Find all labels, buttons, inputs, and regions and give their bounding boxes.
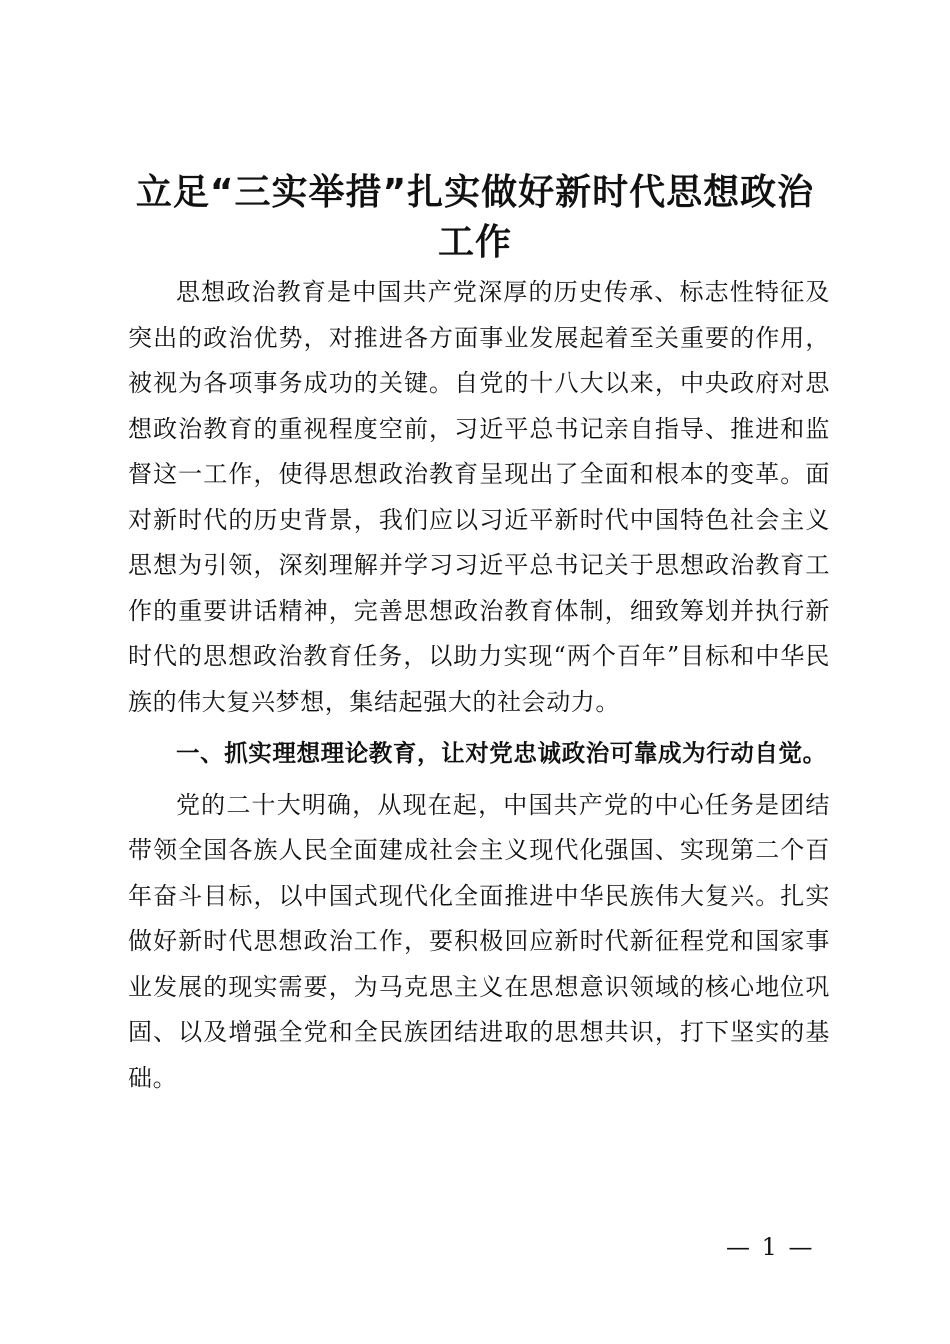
page-number: — 1 — <box>726 1233 815 1261</box>
section-paragraph: 党的二十大明确，从现在起，中国共产党的中心任务是团结带领全国各族人民全面建成社会主义现代化强国、实现第二个百年奋斗目标，以中国式现代化全面推进中华民族伟大复兴。扎实做好新时代思想政治工作，要积极回应新时代新征程党和国家事业发展的现实需要，为马克思主义在思想意识领域的核心地位巩固、以及增强全党和全民族团结进取的思想共识，打下坚实的基础。 <box>128 790 830 1092</box>
section-heading: 一、抓实理想理论教育，让对党忠诚政治可靠成为行动自觉。 <box>176 739 827 767</box>
document-title: 立足“三实举措”扎实做好新时代思想政治工作 <box>135 172 815 263</box>
document-body <box>128 270 830 1101</box>
intro-paragraph: 思想政治教育是中国共产党深厚的历史传承、标志性特征及突出的政治优势，对推进各方面事业发展起着至关重要的作用，被视为各项事务成功的关键。自党的十八大以来，中央政府对思想政治教育的重视程度空前，习近平总书记亲自指导、推进和监督这一工作，使得思想政治教育呈现出了全面和根本的变革。面对新时代的历史背景，我们应以习近平新时代中国特色社会主义思想为引领，深刻理解并学习习近平总书记关于思想政治教育工作的重要讲话精神，完善思想政治教育体制，细致筹划并执行新时代的思想政治教育任务，以助力实现“两个百年”目标和中华民族的伟大复兴梦想，集结起强大的社会动力。 <box>128 278 830 716</box>
